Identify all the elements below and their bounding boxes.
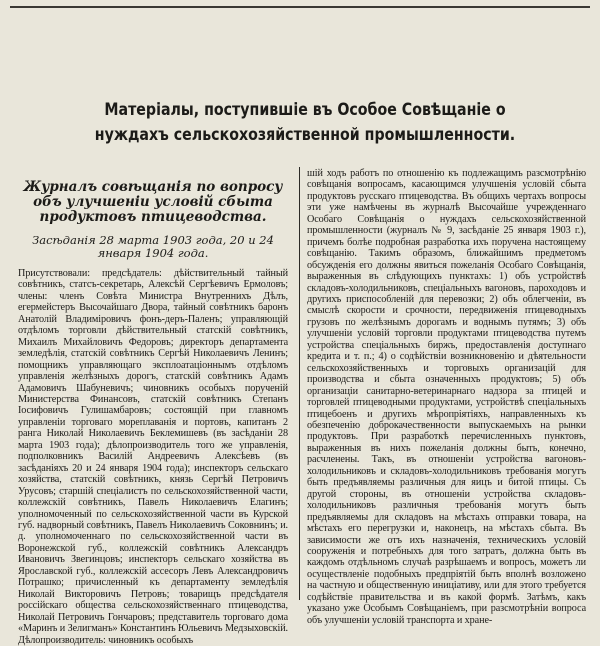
top-rule (10, 6, 590, 8)
left-column-text: Присутствовали: предсѣдатель: дѣйствительный тайный совѣтникъ, статсъ-секретарь, Алексѣй Сергѣевичъ Ермоловъ; члены: членъ Совѣта Министра Внутреннихъ Дѣлъ, егермейстеръ Высочайшаго Двора, тайный совѣтникъ баронъ Анатолій Владиміровичъ фонъ-деръ-Паленъ; управляющій отдѣломъ торговли дѣйствительный статскій совѣтникъ, Михаилъ Михайловичъ Федоровъ; директоръ департамента земледѣлія, статскій совѣтникъ Сергѣй Николаевичъ Ленинъ; помощникъ управляющаго эксплоатаціоннымъ отдѣломъ управленія желѣзныхъ дорогъ, статскій совѣтникъ Адамъ Адамовичъ Шабуневичъ; чиновникъ особыхъ порученій Министерства Финансовъ, статскій совѣтникъ Степанъ Іосифовичъ Гулишамбаровъ; состоящій при главномъ управленіи торговаго мореплаванія и портовъ, капитанъ 2 ранга Николай Николаевичъ Беклемишевъ (въ засѣданіи 28 марта 1903 года); дѣлопроизводитель того же управленія, подполковникъ Василій Андреевичъ Алексѣевъ (въ засѣданіяхъ 20 и 24 января 1904 года); инспекторъ сельскаго хозяйства, статскій совѣтникъ, князь Сергѣй Петровичъ Урусовъ; старшій спеціалистъ по сельскохозяйственной части, коллежскій совѣтникъ, Павелъ Николаевичъ Елагинъ; уполномоченный по сельскохозяйственной части въ Курской губ. надворный совѣтникъ, Павелъ Николаевичъ Соковнинъ; и. д. уполномоченнаго по сельскохозяйственной части въ Воронежской губ., коллежскій совѣтникъ Александръ Ивановичъ Звегинцовъ; инспекторъ сельскаго хозяйства въ Ярославской губ., коллежскій ассесоръ Левъ Александровичъ Потрашко; причисленный къ департаменту земледѣлія Николай Викторовичъ Петровъ; товарищъ предсѣдателя россійскаго общества сельскохозяйственнаго птицеводства, Николай Петровичъ Гончаровъ; представитель торговаго дома «Маринъ и Зелигманъ» Константинъ Юльевичъ Медзыховскій. Дѣлопроизводитель: чиновникъ особыхъ (18, 268, 288, 646)
right-column (307, 168, 586, 626)
session-date: Засѣданія 28 марта 1903 года, 20 и 24 января 1904 года. (32, 233, 274, 260)
document-heading: Матеріалы, поступившіе въ Особое Совѣщаніе о нуждахъ сельскохозяйственной промышленности. (94, 100, 516, 144)
right-column-text: шій ходъ работъ по отношенію къ подлежащимъ разсмотрѣнію совѣщанія вопросамъ, касающимся улучшенія условій сбыта продуктовъ русскаго птицеводства. Въ общихъ чертахъ вопросы эти уже намѣчены въ журналѣ Высочайше учрежденнаго Особаго Совѣщанія о нуждахъ сельскохозяйственной промышленности (журналъ № 9, засѣданіе 25 января 1903 г.), причемъ болѣе подробная разработка ихъ поручена настоящему совѣщанію. Такимъ образомъ, ближайшимъ предметомъ обсужденія его должны явиться пожеланія Особаго Совѣщанія, выраженныя въ слѣдующихъ пунктахъ: 1) объ устройствѣ складовъ-холодильниковъ, спеціальныхъ вагоновъ, пароходовъ и другихъ приспособленій для перевозки; 2) объ облегченіи, въ смыслѣ скорости и срочности, передвиженія птицеводныхъ грузовъ по желѣзнымъ дорогамъ и воднымъ путямъ; 3) объ улучшеніи условій торговли продуктами птицеводства путемъ устройства спеціальныхъ биржъ, предоставленія доступнаго кредита и т. п.; 4) о содѣйствіи возникновенію и дѣятельности сельскохозяйственныхъ и торговыхъ организацій для производства и сбыта означенныхъ продуктовъ; 5) объ организаціи санитарно-ветеринарнаго надзора за птицей и торговлей птицеводными продуктами, устройствѣ спеціальныхъ птицебоенъ и другихъ мѣропріятіяхъ, направленныхъ къ обезпеченію доброкачественности выпускаемыхъ на рынки продуктовъ. При разработкѣ перечисленныхъ пунктовъ, выраженныя въ нихъ пожеланія должны быть, конечно, расчленены. Такъ, въ отношеніи устройства вагоновъ-холодильниковъ и складовъ-холодильниковъ требованія могутъ быть предъявляемы различныя для яицъ и битой птицы. Съ другой стороны, въ отношеніи устройства складовъ-холодильниковъ различныя требованія могутъ быть предъявляемы для складовъ на мѣстахъ отправки товара, на мѣстахъ его перегрузки и, наконецъ, на мѣстахъ сбыта. Въ зависимости же отъ ихъ назначенія, техническихъ условій сооруженія и потребныхъ для того затратъ, должна быть въ каждомъ отдѣльномъ случаѣ разрѣшаемъ и вопросъ, можетъ ли осуществленіе подобныхъ предпріятій быть вполнѣ возложено на частную и общественную иниціативу, или для этого требуется содѣйствіе правительства и въ какой формѣ. Затѣмъ, какъ указано уже Особымъ Совѣщаніемъ, при разсмотрѣніи вопроса объ улучшеніи условій транспорта и хране- (307, 168, 586, 626)
journal-title: Журналъ совѣщанія по вопросу объ улучшеніи условій сбыта продуктовъ птицеводства. (23, 179, 283, 225)
column-divider (299, 167, 300, 600)
left-column (18, 180, 288, 646)
